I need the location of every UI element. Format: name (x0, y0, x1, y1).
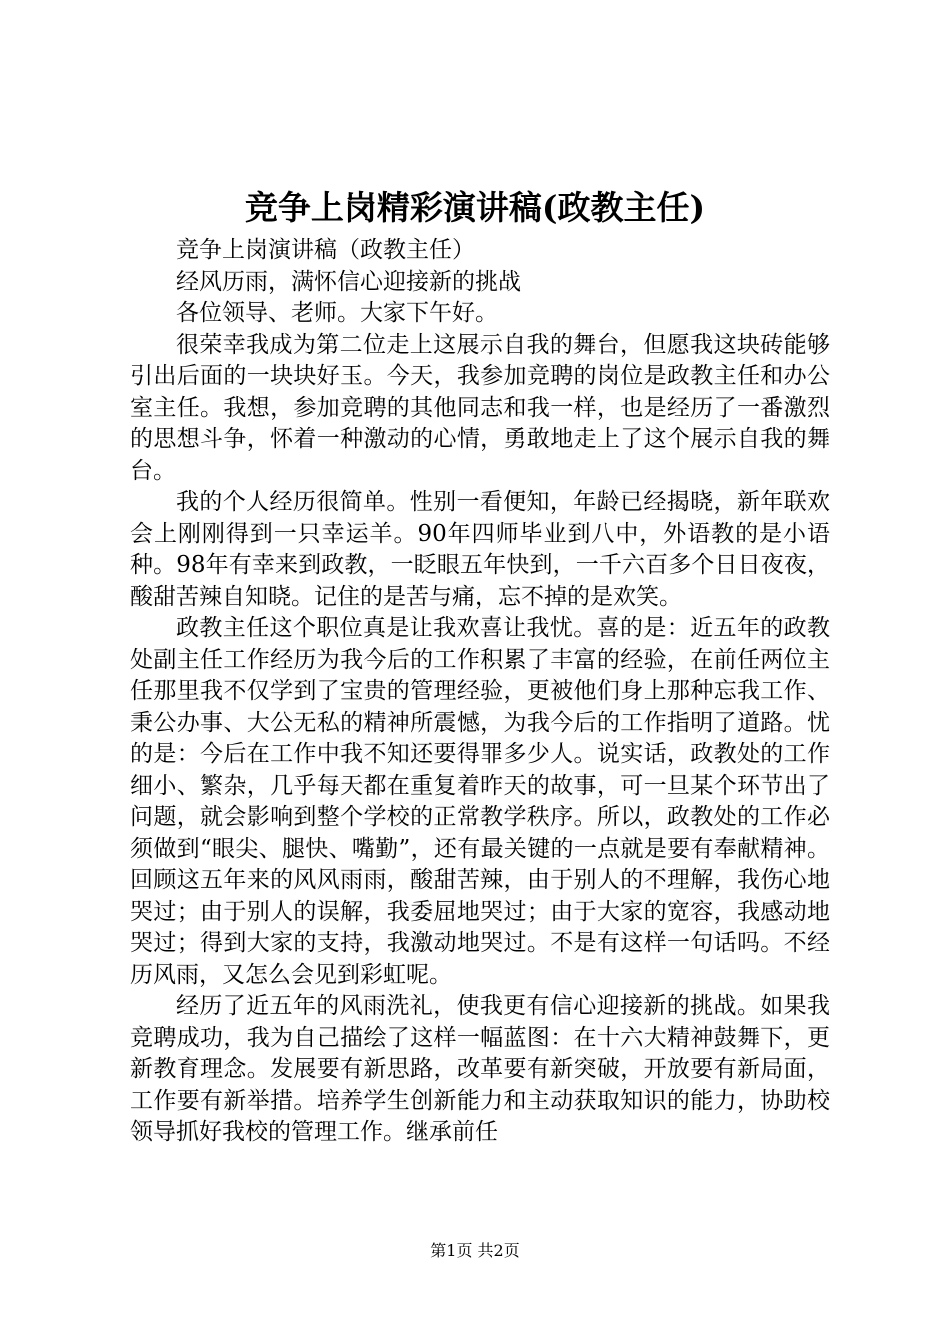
document-title: 竞争上岗精彩演讲稿(政教主任) (244, 188, 706, 227)
paragraph-position: 政教主任这个职位真是让我欢喜让我忧。喜的是：近五年的政教处副主任工作经历为我今后的工作积累了丰富的经验，在前任两位主任那里我不仅学到了宝贵的管理经验，更被他们身上那种忘我工作、秉公办事、大公无私的精神所震憾，为我今后的工作指明了道路。忧的是：今后在工作中我不知还要得罪多少人。说实话，政教处的工作细小、繁杂，几乎每天都在重复着昨天的故事，可一旦某个环节出了问题，就会影响到整个学校的正常教学秩序。所以，政教处的工作必须做到“眼尖、腿快、嘴勤”，还有最关键的一点就是要有奉献精神。回顾这五年来的风风雨雨，酸甜苦辣，由于别人的不理解，我伤心地哭过；由于别人的误解，我委屈地哭过；由于大家的宽容，我感动地哭过；得到大家的支持，我激动地哭过。不是有这样一句话吗。不经历风雨，又怎么会见到彩虹呢。 (130, 615, 830, 988)
paragraph-subtitle: 竞争上岗演讲稿（政教主任） (176, 237, 475, 263)
paragraph-experience: 我的个人经历很简单。性别一看便知，年龄已经揭晓，新年联欢会上刚刚得到一只幸运羊。90年四师毕业到八中，外语教的是小语种。98年有幸来到政教，一眨眼五年快到，一千六百多个日日夜夜，酸甜苦辣自知晓。记住的是苦与痛，忘不掉的是欢笑。 (130, 489, 830, 610)
page-footer: 第1页 共2页 (430, 1241, 520, 1260)
paragraph-intro: 很荣幸我成为第二位走上这展示自我的舞台，但愿我这块砖能够引出后面的一块块好玉。今天，我参加竞聘的岗位是政教主任和办公室主任。我想，参加竞聘的其他同志和我一样，也是经历了一番激烈的思想斗争，怀着一种激动的心情，勇敢地走上了这个展示自我的舞台。 (130, 331, 830, 484)
paragraph-plan: 经历了近五年的风雨洗礼，使我更有信心迎接新的挑战。如果我竞聘成功，我为自己描绘了这样一幅蓝图：在十六大精神鼓舞下，更新教育理念。发展要有新思路，改革要有新突破，开放要有新局面，工作要有新举措。培养学生创新能力和主动获取知识的能力，协助校领导抓好我校的管理工作。继承前任 (130, 993, 830, 1145)
paragraph-greeting: 各位领导、老师。大家下午好。 (176, 300, 498, 326)
paragraph-theme: 经风历雨，满怀信心迎接新的挑战 (176, 268, 521, 295)
document-body (130, 235, 830, 1149)
